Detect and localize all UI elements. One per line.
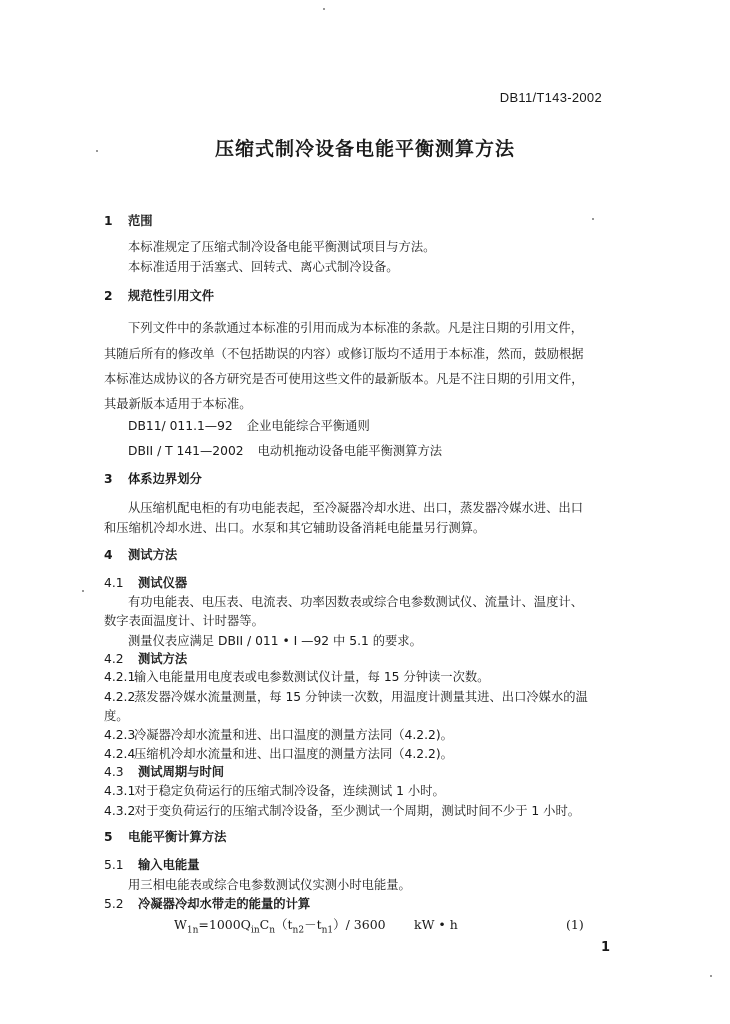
clause-item — [104, 782, 614, 801]
paragraph-line: 有功电能表、电压表、电流表、功率因数表或综合电参数测试仪、流量计、温度计、 — [128, 595, 583, 609]
clause-text: 冷凝器冷却水流量和进、出口温度的测量方法同（4.2.2)。 — [134, 728, 453, 742]
section-number: 4 — [104, 548, 113, 562]
reference-code: DB11/ 011.1—92 — [128, 419, 233, 433]
paragraph-line: 其随后所有的修改单（不包括勘误的内容）或修订版均不适用于本标准，然而，鼓励根据 — [104, 347, 584, 361]
clause-item — [104, 726, 614, 745]
section-number: 5 — [104, 830, 113, 844]
clause-text: 对于变负荷运行的压缩式制冷设备，至少测试一个周期，测试时间不少于 1 小时。 — [134, 804, 581, 818]
scan-speck — [82, 590, 84, 592]
scan-speck — [96, 150, 98, 152]
scan-speck — [323, 8, 325, 10]
page-number: 1 — [600, 940, 610, 955]
paragraph-line: 本标准达成协议的各方研究是否可使用这些文件的最新版本。凡是不注日期的引用文件， — [104, 372, 584, 386]
paragraph: 本标准适用于活塞式、回转式、离心式制冷设备。 — [128, 260, 399, 274]
subsection-title: 测试仪器 — [138, 576, 188, 590]
clause-number: 4.3.2 — [104, 804, 136, 818]
section-1-heading — [104, 212, 614, 231]
scan-speck — [592, 218, 594, 220]
clause-continuation: 度。 — [104, 709, 129, 723]
reference-code: DBII / T 141—2002 — [128, 444, 244, 458]
paragraph-line: 和压缩机冷却水进、出口。水泵和其它辅助设备消耗电能量另行测算。 — [104, 521, 486, 535]
formula-expression: $W_{1n}=1000Q_{in}C_n(t_{n2}-t_{n1})/$ 3600 — [174, 917, 386, 936]
section-3-heading — [104, 470, 614, 489]
section-title: 规范性引用文件 — [128, 289, 215, 303]
formula-line — [104, 915, 684, 941]
section-title: 测试方法 — [128, 548, 178, 562]
clause-text: 蒸发器冷媒水流量测量，每 15 分钟读一次数，用温度计测量其进、出口冷媒水的温 — [134, 690, 588, 704]
paragraph-line: 测量仪表应满足 DBII / 011 • I —92 中 5.1 的要求。 — [128, 634, 422, 648]
clause-text: 输入电能量用电度表或电参数测试仪计量，每 15 分钟读一次数。 — [134, 670, 490, 684]
paragraph-line: 下列文件中的条款通过本标准的引用而成为本标准的条款。凡是注日期的引用文件， — [128, 321, 583, 335]
reference-title: 电动机拖动设备电能平衡测算方法 — [257, 444, 443, 458]
paragraph-line: 数字表面温度计、计时器等。 — [104, 614, 264, 628]
formula-unit: kW • h — [414, 917, 458, 932]
section-number: 3 — [104, 472, 113, 486]
equation-number: (1) — [566, 917, 584, 932]
clause-item — [104, 668, 614, 687]
subsection-number: 5.1 — [104, 858, 124, 872]
paragraph-line: 用三相电能表或综合电参数测试仪实测小时电能量。 — [128, 878, 411, 892]
clause-number: 4.2.1 — [104, 670, 136, 684]
clause-number: 4.2.3 — [104, 728, 136, 742]
subsection-number: 4.2 — [104, 652, 124, 666]
clause-number: 4.2.2 — [104, 690, 136, 704]
clause-text: 对于稳定负荷运行的压缩式制冷设备，连续测试 1 小时。 — [134, 784, 445, 798]
subsection-4-2-heading — [104, 650, 614, 669]
subsection-5-1-heading — [104, 856, 614, 875]
document-code: DB11/T143-2002 — [499, 90, 602, 105]
clause-text: 压缩机冷却水流量和进、出口温度的测量方法同（4.2.2)。 — [134, 747, 453, 761]
reference-item — [104, 417, 638, 436]
section-2-heading — [104, 287, 614, 306]
paragraph: 本标准规定了压缩式制冷设备电能平衡测试项目与方法。 — [128, 240, 436, 254]
subsection-title: 测试方法 — [138, 652, 188, 666]
clause-item — [104, 745, 614, 764]
reference-item — [104, 442, 638, 461]
section-title: 范围 — [128, 214, 153, 228]
subsection-4-3-heading — [104, 763, 614, 782]
subsection-4-1-heading — [104, 574, 614, 593]
paragraph-line: 其最新版本适用于本标准。 — [104, 397, 252, 411]
section-title: 体系边界划分 — [128, 472, 202, 486]
scan-speck — [710, 975, 712, 977]
clause-number: 4.2.4 — [104, 747, 136, 761]
section-number: 2 — [104, 289, 113, 303]
subsection-title: 测试周期与时间 — [138, 765, 225, 779]
subsection-number: 5.2 — [104, 897, 124, 911]
subsection-number: 4.3 — [104, 765, 124, 779]
clause-number: 4.3.1 — [104, 784, 136, 798]
subsection-number: 4.1 — [104, 576, 124, 590]
section-4-heading — [104, 546, 614, 565]
subsection-5-2-heading — [104, 895, 614, 914]
section-title: 电能平衡计算方法 — [128, 830, 227, 844]
reference-title: 企业电能综合平衡通则 — [246, 419, 370, 433]
clause-item — [104, 802, 614, 821]
paragraph-line: 从压缩机配电柜的有功电能表起，至冷凝器冷却水进、出口，蒸发器冷媒水进、出口 — [128, 501, 583, 515]
subsection-title: 输入电能量 — [138, 858, 200, 872]
section-5-heading — [104, 828, 614, 847]
section-number: 1 — [104, 214, 113, 228]
subsection-title: 冷凝器冷却水带走的能量的计算 — [138, 897, 311, 911]
clause-item — [104, 688, 614, 707]
page-title: 压缩式制冷设备电能平衡测算方法 — [214, 138, 515, 160]
